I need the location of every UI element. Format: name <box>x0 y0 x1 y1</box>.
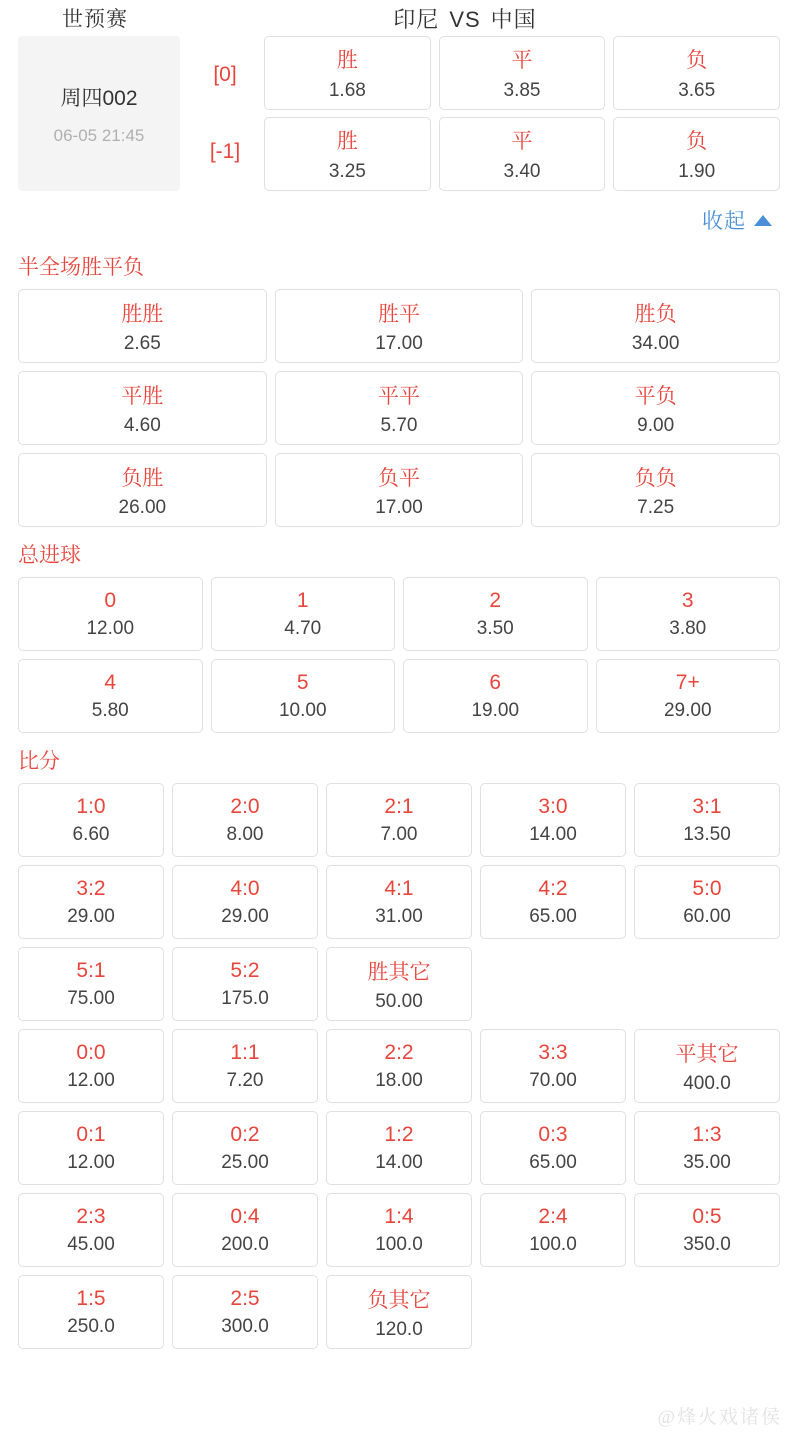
odds-value: 34.00 <box>631 332 680 354</box>
odds-label: 负 <box>686 130 708 153</box>
odds-cell[interactable] <box>172 865 318 939</box>
match-info-card[interactable] <box>18 36 180 191</box>
odds-cell-win-1[interactable] <box>264 117 431 191</box>
odds-value: 9.00 <box>637 414 675 436</box>
odds-label: 3:2 <box>76 876 106 900</box>
odds-cell[interactable] <box>480 1193 626 1267</box>
odds-cell-win-0[interactable] <box>264 36 431 110</box>
odds-value: 50.00 <box>375 990 423 1012</box>
odds-label: 4:0 <box>230 876 260 900</box>
odds-label: 4:2 <box>538 876 568 900</box>
odds-value: 250.0 <box>67 1315 115 1337</box>
odds-value: 31.00 <box>375 905 423 927</box>
odds-value: 29.00 <box>663 699 712 721</box>
odds-label: 6 <box>489 670 502 694</box>
section-correct-score <box>0 737 800 1349</box>
odds-label: 胜 <box>336 49 358 72</box>
odds-cell[interactable] <box>172 1193 318 1267</box>
odds-cell[interactable] <box>18 577 203 651</box>
odds-label: 胜平 <box>377 302 420 326</box>
odds-label: 负平 <box>377 466 420 490</box>
odds-label: 1:2 <box>384 1122 414 1146</box>
odds-cell[interactable] <box>403 659 588 733</box>
odds-value: 5.70 <box>380 414 418 436</box>
odds-value: 29.00 <box>221 905 269 927</box>
odds-label: 负胜 <box>121 466 164 490</box>
odds-label: 负负 <box>634 466 677 490</box>
odds-cell[interactable] <box>634 1193 780 1267</box>
odds-value: 2.65 <box>123 332 161 354</box>
odds-value: 45.00 <box>67 1233 115 1255</box>
odds-cell[interactable] <box>403 577 588 651</box>
odds-label: 5 <box>296 670 309 694</box>
odds-cell[interactable] <box>172 947 318 1021</box>
odds-value: 17.00 <box>375 496 423 518</box>
section-title-total-goals: 总进球 <box>18 544 81 567</box>
odds-value: 400.0 <box>683 1072 731 1094</box>
odds-label: 5:1 <box>76 958 106 982</box>
grid-half-full-time <box>0 289 800 527</box>
odds-cell[interactable] <box>18 1029 164 1103</box>
grid-total-goals <box>0 577 800 733</box>
odds-label: 平 <box>511 49 533 72</box>
odds-value: 1.68 <box>328 80 366 101</box>
odds-label: 4:1 <box>384 876 414 900</box>
odds-cell[interactable] <box>211 577 396 651</box>
odds-value: 100.0 <box>375 1233 423 1255</box>
main-odds-block <box>0 36 800 191</box>
odds-cell[interactable] <box>18 1275 164 1349</box>
odds-label: 胜胜 <box>121 302 164 326</box>
odds-label: 2:3 <box>76 1204 106 1228</box>
section-total-goals <box>0 531 800 733</box>
odds-value: 120.0 <box>375 1318 423 1340</box>
odds-label: 平胜 <box>121 384 164 408</box>
odds-value: 1.90 <box>678 161 716 182</box>
odds-value: 17.00 <box>375 332 423 354</box>
odds-value: 13.50 <box>683 823 731 845</box>
odds-cell[interactable] <box>18 659 203 733</box>
odds-label: 7+ <box>675 670 700 694</box>
odds-cell[interactable] <box>634 1029 780 1103</box>
odds-cell[interactable] <box>18 289 267 363</box>
collapse-row[interactable] <box>0 191 800 243</box>
odds-value: 70.00 <box>529 1069 577 1091</box>
odds-label: 1 <box>296 588 309 612</box>
odds-label: 3 <box>681 588 694 612</box>
odds-value: 3.80 <box>669 617 707 639</box>
handicap-1: [-1] <box>209 140 241 164</box>
odds-label: 2 <box>489 588 502 612</box>
odds-label: 0:1 <box>76 1122 106 1146</box>
odds-cell[interactable] <box>326 783 472 857</box>
odds-cell[interactable] <box>18 453 267 527</box>
odds-cell[interactable] <box>275 289 524 363</box>
odds-value: 4.60 <box>123 414 161 436</box>
odds-cell-draw-0[interactable] <box>439 36 606 110</box>
page-header <box>0 0 800 36</box>
odds-value: 29.00 <box>67 905 115 927</box>
odds-cell-lose-0[interactable] <box>613 36 780 110</box>
odds-label: 5:0 <box>692 876 722 900</box>
odds-cell[interactable] <box>531 453 780 527</box>
odds-cell[interactable] <box>18 1193 164 1267</box>
odds-label: 3:1 <box>692 794 722 818</box>
odds-label: 2:1 <box>384 794 414 818</box>
odds-value: 26.00 <box>118 496 167 518</box>
odds-value: 5.80 <box>91 699 129 721</box>
odds-label: 2:4 <box>538 1204 568 1228</box>
odds-label: 5:2 <box>230 958 260 982</box>
odds-value: 14.00 <box>375 1151 423 1173</box>
odds-cell[interactable] <box>634 783 780 857</box>
section-title-half-full-time: 半全场胜平负 <box>18 256 144 279</box>
odds-label: 1:5 <box>76 1286 106 1310</box>
collapse-label[interactable]: 收起 <box>702 210 746 233</box>
odds-label: 负 <box>686 49 708 72</box>
odds-value: 60.00 <box>683 905 731 927</box>
odds-cell[interactable] <box>326 865 472 939</box>
team-home: 印尼 <box>393 6 440 32</box>
odds-value: 3.40 <box>503 161 541 182</box>
handicap-column <box>186 36 264 191</box>
odds-label: 1:4 <box>384 1204 414 1228</box>
odds-label: 胜 <box>336 130 358 153</box>
odds-cell[interactable] <box>275 453 524 527</box>
odds-value: 75.00 <box>67 987 115 1009</box>
odds-label: 平 <box>511 130 533 153</box>
odds-cell-lose-1[interactable] <box>613 117 780 191</box>
handicap-0: [0] <box>213 62 237 86</box>
odds-value: 12.00 <box>86 617 135 639</box>
odds-value: 300.0 <box>221 1315 269 1337</box>
odds-value: 7.00 <box>380 823 418 845</box>
odds-label: 胜其它 <box>367 960 431 984</box>
odds-value: 12.00 <box>67 1151 115 1173</box>
odds-value: 6.60 <box>72 823 110 845</box>
odds-value: 200.0 <box>221 1233 269 1255</box>
odds-cell[interactable] <box>18 947 164 1021</box>
odds-cell-placeholder <box>634 947 780 1019</box>
odds-cell[interactable] <box>596 577 781 651</box>
odds-cell[interactable] <box>480 865 626 939</box>
odds-value: 7.20 <box>226 1069 264 1091</box>
odds-cell[interactable] <box>531 289 780 363</box>
odds-cell-placeholder <box>480 947 626 1019</box>
vs-label: VS <box>449 6 481 32</box>
odds-label: 2:2 <box>384 1040 414 1064</box>
odds-label: 0:0 <box>76 1040 106 1064</box>
odds-cell[interactable] <box>18 1111 164 1185</box>
odds-label: 0 <box>104 588 117 612</box>
odds-cell[interactable] <box>634 865 780 939</box>
odds-cell[interactable] <box>596 659 781 733</box>
odds-label: 3:0 <box>538 794 568 818</box>
odds-cell[interactable] <box>18 371 267 445</box>
odds-cell[interactable] <box>326 947 472 1021</box>
odds-label: 胜负 <box>634 302 677 326</box>
odds-row-0 <box>264 36 780 110</box>
match-time: 06-05 21:45 <box>53 125 145 145</box>
odds-cell[interactable] <box>480 1111 626 1185</box>
odds-cell[interactable] <box>326 1111 472 1185</box>
odds-label: 1:0 <box>76 794 106 818</box>
odds-label: 2:0 <box>230 794 260 818</box>
odds-value: 19.00 <box>471 699 520 721</box>
watermark: @烽火戏诸侯 <box>657 1407 782 1428</box>
odds-cell[interactable] <box>326 1275 472 1349</box>
team-away: 中国 <box>490 6 537 32</box>
odds-value: 3.25 <box>328 161 366 182</box>
odds-label: 2:5 <box>230 1286 260 1310</box>
odds-cell[interactable] <box>326 1193 472 1267</box>
odds-value: 35.00 <box>683 1151 731 1173</box>
odds-label: 1:3 <box>692 1122 722 1146</box>
odds-cell[interactable] <box>172 1029 318 1103</box>
odds-value: 100.0 <box>529 1233 577 1255</box>
odds-cell-draw-1[interactable] <box>439 117 606 191</box>
match-title <box>190 3 800 34</box>
odds-label: 1:1 <box>230 1040 260 1064</box>
odds-label: 平平 <box>377 384 420 408</box>
odds-value: 7.25 <box>637 496 675 518</box>
odds-value: 65.00 <box>529 905 577 927</box>
odds-value: 3.85 <box>503 80 541 101</box>
odds-cell[interactable] <box>480 783 626 857</box>
odds-label: 平其它 <box>675 1042 739 1066</box>
odds-cell[interactable] <box>172 1275 318 1349</box>
section-title-correct-score: 比分 <box>18 750 60 773</box>
odds-value: 3.65 <box>678 80 716 101</box>
odds-value: 350.0 <box>683 1233 731 1255</box>
odds-value: 18.00 <box>375 1069 423 1091</box>
odds-label: 3:3 <box>538 1040 568 1064</box>
odds-cell-placeholder <box>634 1275 780 1347</box>
odds-cell[interactable] <box>531 371 780 445</box>
odds-cell[interactable] <box>326 1029 472 1103</box>
odds-cell[interactable] <box>18 783 164 857</box>
main-odds-grid <box>264 36 780 191</box>
grid-correct-score <box>0 783 800 1349</box>
odds-cell[interactable] <box>211 659 396 733</box>
odds-label: 0:3 <box>538 1122 568 1146</box>
odds-value: 3.50 <box>476 617 514 639</box>
odds-cell[interactable] <box>480 1029 626 1103</box>
chevron-up-icon[interactable] <box>754 215 772 226</box>
odds-label: 4 <box>104 670 117 694</box>
odds-label: 0:4 <box>230 1204 260 1228</box>
odds-value: 8.00 <box>226 823 264 845</box>
odds-row-1 <box>264 117 780 191</box>
odds-cell-placeholder <box>480 1275 626 1347</box>
league-name: 世预赛 <box>62 8 128 31</box>
odds-value: 14.00 <box>529 823 577 845</box>
odds-cell[interactable] <box>275 371 524 445</box>
odds-cell[interactable] <box>634 1111 780 1185</box>
odds-value: 65.00 <box>529 1151 577 1173</box>
odds-value: 12.00 <box>67 1069 115 1091</box>
odds-cell[interactable] <box>172 783 318 857</box>
odds-cell[interactable] <box>172 1111 318 1185</box>
odds-label: 平负 <box>634 384 677 408</box>
odds-value: 25.00 <box>221 1151 269 1173</box>
odds-label: 负其它 <box>367 1288 431 1312</box>
odds-label: 0:2 <box>230 1122 260 1146</box>
section-half-full-time <box>0 243 800 527</box>
odds-value: 10.00 <box>278 699 327 721</box>
odds-label: 0:5 <box>692 1204 722 1228</box>
match-number: 周四002 <box>60 86 138 110</box>
odds-value: 175.0 <box>221 987 269 1009</box>
odds-value: 4.70 <box>284 617 322 639</box>
odds-cell[interactable] <box>18 865 164 939</box>
